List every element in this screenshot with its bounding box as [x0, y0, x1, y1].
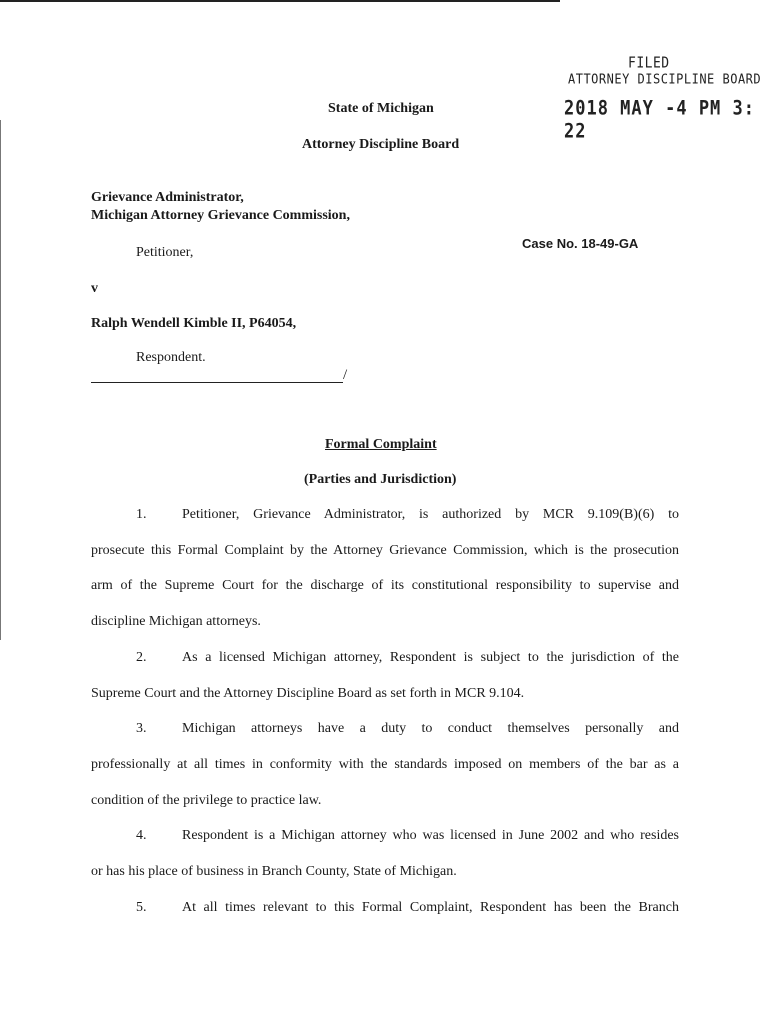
- petitioner-role: Petitioner,: [136, 245, 194, 260]
- scan-edge-left: [0, 120, 1, 640]
- case-number: Case No. 18-49-GA: [522, 236, 639, 251]
- paragraph-number: 1.: [136, 507, 147, 522]
- paragraph-line: arm of the Supreme Court for the discharge of its constitutional responsibility to supervise and: [91, 578, 679, 593]
- paragraph-line: Petitioner, Grievance Administrator, is authorized by MCR 9.109(B)(6) to: [182, 507, 679, 522]
- filed-stamp-board: ATTORNEY DISCIPLINE BOARD: [568, 71, 762, 87]
- paragraph-line: As a licensed Michigan attorney, Respondent is subject to the jurisdiction of the: [182, 650, 679, 665]
- caption-slash: /: [343, 367, 348, 383]
- petitioner-name-line2: Michigan Attorney Grievance Commission,: [91, 208, 350, 223]
- respondent-name: Ralph Wendell Kimble II, P64054,: [91, 316, 297, 331]
- paragraph-line: At all times relevant to this Formal Complaint, Respondent has been the Branch: [182, 900, 679, 915]
- paragraph-line: Michigan attorneys have a duty to conduct themselves personally and: [182, 721, 679, 736]
- caption-divider: [91, 382, 343, 383]
- paragraph-number: 4.: [136, 828, 147, 843]
- versus-label: v: [91, 281, 98, 296]
- complaint-subtitle: (Parties and Jurisdiction): [304, 472, 457, 487]
- paragraph-number: 3.: [136, 721, 147, 736]
- paragraph-line: discipline Michigan attorneys.: [91, 614, 261, 629]
- paragraph-number: 5.: [136, 900, 147, 915]
- respondent-role: Respondent.: [136, 350, 206, 365]
- paragraph-line: professionally at all times in conformity with the standards imposed on members of the bar as a: [91, 757, 679, 772]
- filed-stamp-label: FILED: [628, 54, 670, 73]
- complaint-title: Formal Complaint: [325, 437, 437, 452]
- filed-stamp-date: 2018 MAY -4 PM 3: 22: [564, 97, 755, 143]
- board-heading: Attorney Discipline Board: [302, 137, 460, 152]
- paragraph-line: or has his place of business in Branch County, State of Michigan.: [91, 864, 457, 879]
- paragraph-line: Respondent is a Michigan attorney who was licensed in June 2002 and who resides: [182, 828, 679, 843]
- scan-edge-top: [0, 0, 560, 2]
- state-heading: State of Michigan: [328, 101, 434, 116]
- paragraph-number: 2.: [136, 650, 147, 665]
- paragraph-line: prosecute this Formal Complaint by the Attorney Grievance Commission, which is the prosecution: [91, 543, 679, 558]
- paragraph-line: condition of the privilege to practice law.: [91, 793, 322, 808]
- petitioner-name-line1: Grievance Administrator,: [91, 190, 244, 205]
- paragraph-line: Supreme Court and the Attorney Discipline Board as set forth in MCR 9.104.: [91, 686, 525, 701]
